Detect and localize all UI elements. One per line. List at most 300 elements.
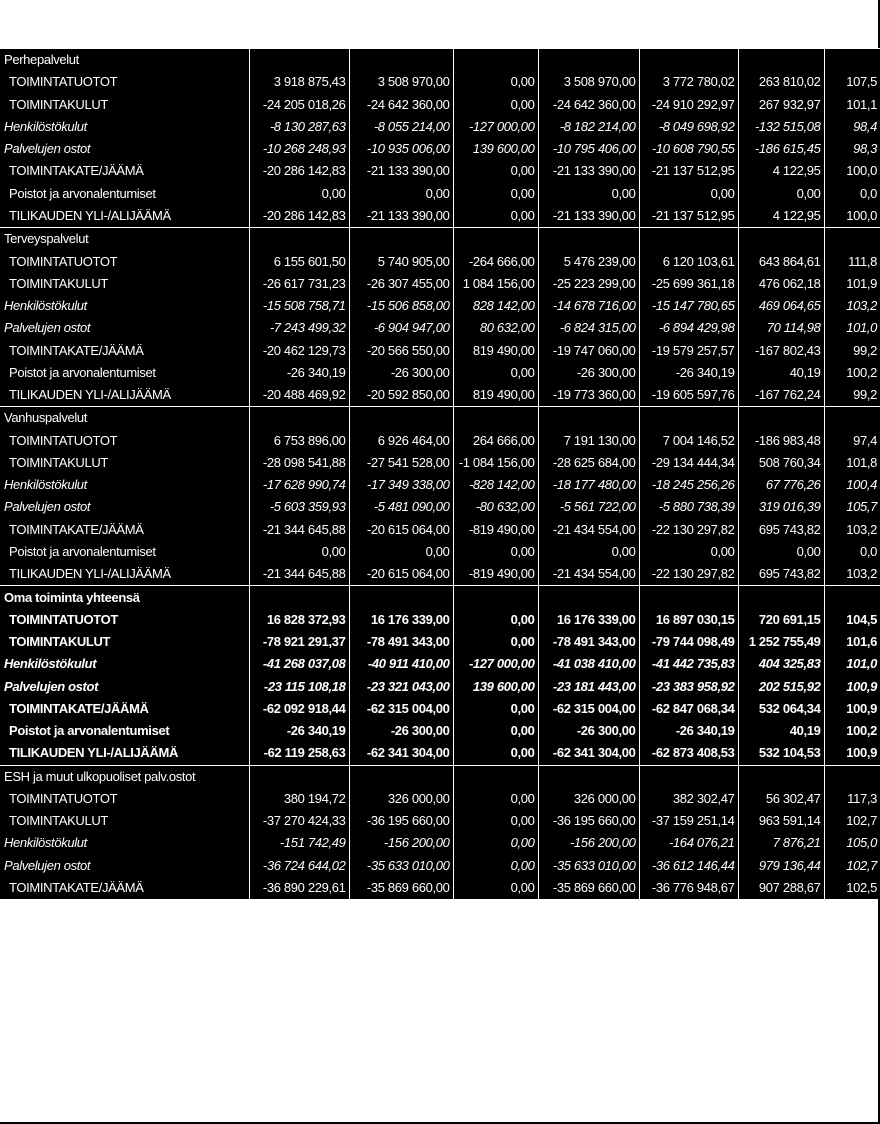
value-cell: -29 134 444,34: [639, 452, 738, 474]
empty-cell: [249, 228, 349, 251]
value-cell: -6 904 947,00: [349, 317, 453, 339]
value-cell: 100,4: [846, 477, 877, 493]
value-cell: -19 773 360,00: [538, 384, 639, 407]
value-cell: -8 130 287,63: [249, 116, 349, 138]
table-row: [0, 653, 880, 675]
value-cell: -18 177 480,00: [538, 474, 639, 496]
value-cell: 16 828 372,93: [249, 609, 349, 631]
row-label: Palvelujen ostot: [0, 317, 249, 339]
value-cell: 101,6: [846, 634, 877, 650]
table-row: [0, 205, 880, 228]
value-cell: -62 315 004,00: [538, 698, 639, 720]
value-cell: 100,2: [846, 364, 877, 380]
value-cell: -24 205 018,26: [249, 94, 349, 116]
value-cell: -21 137 512,95: [639, 160, 738, 182]
value-cell: -25 699 361,18: [639, 273, 738, 295]
value-cell: 101,0: [846, 656, 877, 672]
row-label: TOIMINTATUOTOT: [0, 788, 249, 810]
value-cell: 0,00: [453, 877, 538, 899]
row-label: Henkilöstökulut: [0, 116, 249, 138]
value-cell: 102,7: [846, 857, 877, 873]
value-cell: -41 268 037,08: [249, 653, 349, 675]
empty-cell: [639, 586, 738, 609]
value-cell: 0,00: [738, 183, 824, 205]
empty-cell: [349, 49, 453, 72]
value-cell: 532 104,53: [738, 742, 824, 765]
value-cell: 469 064,65: [738, 295, 824, 317]
empty-cell: [249, 765, 349, 788]
section-header-row: [0, 765, 880, 788]
empty-cell: [249, 407, 349, 430]
section-header-row: [0, 49, 880, 72]
value-cell: -21 344 645,88: [249, 563, 349, 586]
value-cell: -186 983,48: [738, 430, 824, 452]
row-label: TOIMINTAKATE/JÄÄMÄ: [0, 877, 249, 899]
empty-cell: [538, 765, 639, 788]
row-label: Poistot ja arvonalentumiset: [0, 183, 249, 205]
value-cell: -1 084 156,00: [453, 452, 538, 474]
value-cell: -26 340,19: [639, 362, 738, 384]
section-title: ESH ja muut ulkopuoliset palv.ostot: [0, 765, 249, 788]
empty-cell: [639, 228, 738, 251]
value-cell: -21 434 554,00: [538, 563, 639, 586]
value-cell: -26 617 731,23: [249, 273, 349, 295]
value-cell: -5 603 359,93: [249, 496, 349, 518]
value-cell: -79 744 098,49: [639, 631, 738, 653]
value-cell: -24 910 292,97: [639, 94, 738, 116]
table-row: [0, 742, 880, 765]
row-label: TOIMINTATUOTOT: [0, 250, 249, 272]
empty-cell: [249, 586, 349, 609]
value-cell: 4 122,95: [738, 160, 824, 182]
value-cell: 828 142,00: [453, 295, 538, 317]
empty-cell: [538, 407, 639, 430]
value-cell: 16 897 030,15: [639, 609, 738, 631]
value-cell: -164 076,21: [639, 832, 738, 854]
value-cell: -10 795 406,00: [538, 138, 639, 160]
table-row: [0, 563, 880, 586]
value-cell: -36 612 146,44: [639, 855, 738, 877]
value-cell: 5 740 905,00: [349, 250, 453, 272]
value-cell: -21 133 390,00: [349, 160, 453, 182]
row-label: TOIMINTAKATE/JÄÄMÄ: [0, 698, 249, 720]
value-cell: 100,9: [846, 745, 877, 761]
value-cell: 0,00: [538, 183, 639, 205]
value-cell: -62 341 304,00: [538, 742, 639, 765]
value-cell: 0,00: [453, 205, 538, 228]
section-title: Perhepalvelut: [0, 49, 249, 72]
value-cell: 0,00: [453, 788, 538, 810]
row-label: Poistot ja arvonalentumiset: [0, 720, 249, 742]
value-cell: -127 000,00: [453, 116, 538, 138]
value-cell: -26 300,00: [349, 362, 453, 384]
table-row: [0, 541, 880, 563]
value-cell: -36 195 660,00: [349, 810, 453, 832]
value-cell: 0,00: [639, 541, 738, 563]
empty-cell: [453, 228, 538, 251]
value-cell: -23 383 958,92: [639, 675, 738, 697]
value-cell: -37 159 251,14: [639, 810, 738, 832]
value-cell: -186 615,45: [738, 138, 824, 160]
table-section: [0, 586, 880, 765]
value-cell: -25 223 299,00: [538, 273, 639, 295]
table-row: [0, 94, 880, 116]
value-cell: -35 869 660,00: [349, 877, 453, 899]
value-cell: -23 321 043,00: [349, 675, 453, 697]
value-cell: 508 760,34: [738, 452, 824, 474]
value-cell: 476 062,18: [738, 273, 824, 295]
value-cell: 0,0: [859, 185, 877, 201]
value-cell: -36 776 948,67: [639, 877, 738, 899]
value-cell: -5 481 090,00: [349, 496, 453, 518]
value-cell: -24 642 360,00: [538, 94, 639, 116]
table-row: [0, 609, 880, 631]
financial-table: [0, 48, 880, 899]
value-cell: 102,7: [846, 813, 877, 829]
section-title: Terveyspalvelut: [0, 228, 249, 251]
value-cell: -20 566 550,00: [349, 339, 453, 361]
value-cell: 107,5: [846, 74, 877, 90]
value-cell: 100,2: [846, 723, 877, 739]
table-row: [0, 160, 880, 182]
empty-cell: [349, 586, 453, 609]
value-cell: -10 268 248,93: [249, 138, 349, 160]
value-cell: 0,00: [639, 183, 738, 205]
table-row: [0, 698, 880, 720]
value-cell: -828 142,00: [453, 474, 538, 496]
value-cell: 100,9: [846, 700, 877, 716]
value-cell: 404 325,83: [738, 653, 824, 675]
value-cell: 139 600,00: [453, 675, 538, 697]
value-cell: 0,00: [453, 720, 538, 742]
value-cell: -17 628 990,74: [249, 474, 349, 496]
value-cell: -21 344 645,88: [249, 519, 349, 541]
value-cell: -36 724 644,02: [249, 855, 349, 877]
value-cell: 1 084 156,00: [453, 273, 538, 295]
value-cell: -26 340,19: [639, 720, 738, 742]
value-cell: 0,00: [453, 94, 538, 116]
value-cell: 264 666,00: [453, 430, 538, 452]
section-title: Vanhuspalvelut: [0, 407, 249, 430]
value-cell: -26 300,00: [349, 720, 453, 742]
value-cell: -26 340,19: [249, 362, 349, 384]
empty-cell: [639, 49, 738, 72]
table-row: [0, 720, 880, 742]
row-label: Henkilöstökulut: [0, 832, 249, 854]
value-cell: -20 615 064,00: [349, 519, 453, 541]
value-cell: -26 300,00: [538, 362, 639, 384]
value-cell: 267 932,97: [738, 94, 824, 116]
row-label: TILIKAUDEN YLI-/ALIJÄÄMÄ: [0, 205, 249, 228]
value-cell: 907 288,67: [738, 877, 824, 899]
value-cell: 6 926 464,00: [349, 430, 453, 452]
row-label: Palvelujen ostot: [0, 138, 249, 160]
value-cell: -21 133 390,00: [349, 205, 453, 228]
value-cell: -62 873 408,53: [639, 742, 738, 765]
empty-cell: [738, 49, 824, 72]
value-cell: 3 508 970,00: [538, 71, 639, 93]
value-cell: -7 243 499,32: [249, 317, 349, 339]
value-cell: 40,19: [738, 362, 824, 384]
table-row: [0, 362, 880, 384]
row-label: TOIMINTAKULUT: [0, 273, 249, 295]
value-cell: 102,5: [846, 879, 877, 895]
value-cell: -19 605 597,76: [639, 384, 738, 407]
value-cell: -23 115 108,18: [249, 675, 349, 697]
value-cell: -21 133 390,00: [538, 160, 639, 182]
empty-cell: [453, 586, 538, 609]
value-cell: -5 561 722,00: [538, 496, 639, 518]
value-cell: 101,1: [846, 96, 877, 112]
value-cell: -5 880 738,39: [639, 496, 738, 518]
value-cell: -15 508 758,71: [249, 295, 349, 317]
value-cell: 0,00: [249, 183, 349, 205]
value-cell: -35 869 660,00: [538, 877, 639, 899]
empty-cell: [249, 49, 349, 72]
value-cell: -6 824 315,00: [538, 317, 639, 339]
value-cell: -151 742,49: [249, 832, 349, 854]
value-cell: -20 286 142,83: [249, 160, 349, 182]
value-cell: 263 810,02: [738, 71, 824, 93]
table-row: [0, 675, 880, 697]
value-cell: 720 691,15: [738, 609, 824, 631]
table-row: [0, 250, 880, 272]
value-cell: -20 462 129,73: [249, 339, 349, 361]
value-cell: -21 434 554,00: [538, 519, 639, 541]
value-cell: 819 490,00: [453, 384, 538, 407]
value-cell: 16 176 339,00: [349, 609, 453, 631]
value-cell: -36 195 660,00: [538, 810, 639, 832]
value-cell: -20 286 142,83: [249, 205, 349, 228]
empty-cell: [824, 407, 880, 430]
value-cell: 117,3: [847, 790, 877, 806]
value-cell: -78 491 343,00: [538, 631, 639, 653]
value-cell: 111,8: [848, 253, 877, 269]
empty-cell: [824, 765, 880, 788]
value-cell: 819 490,00: [453, 339, 538, 361]
value-cell: 643 864,61: [738, 250, 824, 272]
value-cell: -10 608 790,55: [639, 138, 738, 160]
table-row: [0, 317, 880, 339]
value-cell: -78 491 343,00: [349, 631, 453, 653]
table-row: [0, 430, 880, 452]
value-cell: 0,0: [859, 543, 877, 559]
value-cell: -62 119 258,63: [249, 742, 349, 765]
table-row: [0, 384, 880, 407]
row-label: Henkilöstökulut: [0, 295, 249, 317]
value-cell: 0,00: [453, 698, 538, 720]
empty-cell: [824, 586, 880, 609]
value-cell: 3 508 970,00: [349, 71, 453, 93]
value-cell: 382 302,47: [639, 788, 738, 810]
value-cell: 0,00: [249, 541, 349, 563]
row-label: TILIKAUDEN YLI-/ALIJÄÄMÄ: [0, 742, 249, 765]
table-row: [0, 116, 880, 138]
table-row: [0, 295, 880, 317]
table-row: [0, 496, 880, 518]
value-cell: -62 847 068,34: [639, 698, 738, 720]
table-section: [0, 228, 880, 407]
table-section: [0, 765, 880, 899]
value-cell: 202 515,92: [738, 675, 824, 697]
row-label: Palvelujen ostot: [0, 675, 249, 697]
empty-cell: [824, 228, 880, 251]
empty-cell: [538, 228, 639, 251]
value-cell: 7 191 130,00: [538, 430, 639, 452]
table-row: [0, 474, 880, 496]
value-cell: -27 541 528,00: [349, 452, 453, 474]
section-header-row: [0, 586, 880, 609]
value-cell: 0,00: [453, 183, 538, 205]
value-cell: -264 666,00: [453, 250, 538, 272]
value-cell: -22 130 297,82: [639, 519, 738, 541]
value-cell: -62 092 918,44: [249, 698, 349, 720]
value-cell: -156 200,00: [349, 832, 453, 854]
value-cell: -21 133 390,00: [538, 205, 639, 228]
row-label: Palvelujen ostot: [0, 496, 249, 518]
value-cell: 1 252 755,49: [738, 631, 824, 653]
value-cell: 80 632,00: [453, 317, 538, 339]
value-cell: 0,00: [538, 541, 639, 563]
value-cell: 103,2: [846, 298, 877, 314]
value-cell: -62 341 304,00: [349, 742, 453, 765]
empty-cell: [538, 49, 639, 72]
value-cell: -41 442 735,83: [639, 653, 738, 675]
value-cell: 0,00: [453, 832, 538, 854]
value-cell: -24 642 360,00: [349, 94, 453, 116]
value-cell: 326 000,00: [538, 788, 639, 810]
value-cell: 139 600,00: [453, 138, 538, 160]
value-cell: -8 182 214,00: [538, 116, 639, 138]
value-cell: -15 506 858,00: [349, 295, 453, 317]
row-label: TOIMINTAKULUT: [0, 94, 249, 116]
value-cell: 0,00: [453, 362, 538, 384]
value-cell: 40,19: [738, 720, 824, 742]
value-cell: 101,8: [846, 454, 877, 470]
value-cell: 103,2: [846, 566, 877, 582]
value-cell: -20 592 850,00: [349, 384, 453, 407]
row-label: TOIMINTAKATE/JÄÄMÄ: [0, 160, 249, 182]
empty-cell: [349, 407, 453, 430]
value-cell: 104,5: [846, 611, 877, 627]
value-cell: 695 743,82: [738, 519, 824, 541]
value-cell: 97,4: [853, 432, 877, 448]
value-cell: 56 302,47: [738, 788, 824, 810]
value-cell: 532 064,34: [738, 698, 824, 720]
value-cell: 100,0: [846, 207, 877, 223]
value-cell: -167 802,43: [738, 339, 824, 361]
table-row: [0, 631, 880, 653]
value-cell: -80 632,00: [453, 496, 538, 518]
value-cell: 101,0: [846, 320, 877, 336]
value-cell: 0,00: [453, 631, 538, 653]
empty-cell: [639, 407, 738, 430]
table-row: [0, 832, 880, 854]
value-cell: 6 753 896,00: [249, 430, 349, 452]
empty-cell: [538, 586, 639, 609]
table-row: [0, 71, 880, 93]
value-cell: 7 004 146,52: [639, 430, 738, 452]
value-cell: -20 615 064,00: [349, 563, 453, 586]
value-cell: -62 315 004,00: [349, 698, 453, 720]
value-cell: -17 349 338,00: [349, 474, 453, 496]
row-label: TOIMINTATUOTOT: [0, 71, 249, 93]
empty-cell: [738, 765, 824, 788]
empty-cell: [639, 765, 738, 788]
table-row: [0, 519, 880, 541]
value-cell: -6 894 429,98: [639, 317, 738, 339]
value-cell: 101,9: [846, 275, 877, 291]
value-cell: -127 000,00: [453, 653, 538, 675]
value-cell: 4 122,95: [738, 205, 824, 228]
value-cell: -19 579 257,57: [639, 339, 738, 361]
value-cell: -40 911 410,00: [349, 653, 453, 675]
value-cell: -132 515,08: [738, 116, 824, 138]
value-cell: 0,00: [453, 742, 538, 765]
table-row: [0, 452, 880, 474]
empty-cell: [738, 586, 824, 609]
value-cell: -26 307 455,00: [349, 273, 453, 295]
table-section: [0, 49, 880, 228]
value-cell: 99,2: [853, 387, 877, 403]
table-row: [0, 877, 880, 899]
value-cell: -20 488 469,92: [249, 384, 349, 407]
row-label: TOIMINTAKULUT: [0, 631, 249, 653]
table-row: [0, 810, 880, 832]
value-cell: 3 772 780,02: [639, 71, 738, 93]
value-cell: 0,00: [349, 541, 453, 563]
value-cell: 0,00: [738, 541, 824, 563]
empty-cell: [453, 765, 538, 788]
value-cell: 319 016,39: [738, 496, 824, 518]
row-label: TILIKAUDEN YLI-/ALIJÄÄMÄ: [0, 384, 249, 407]
value-cell: -35 633 010,00: [349, 855, 453, 877]
value-cell: 326 000,00: [349, 788, 453, 810]
table-section: [0, 407, 880, 586]
value-cell: -35 633 010,00: [538, 855, 639, 877]
row-label: Palvelujen ostot: [0, 855, 249, 877]
value-cell: 0,00: [453, 810, 538, 832]
value-cell: 380 194,72: [249, 788, 349, 810]
row-label: TOIMINTATUOTOT: [0, 609, 249, 631]
row-label: TOIMINTATUOTOT: [0, 430, 249, 452]
value-cell: -15 147 780,65: [639, 295, 738, 317]
value-cell: 6 120 103,61: [639, 250, 738, 272]
row-label: Henkilöstökulut: [0, 474, 249, 496]
value-cell: 103,2: [846, 521, 877, 537]
row-label: Henkilöstökulut: [0, 653, 249, 675]
value-cell: 0,00: [453, 541, 538, 563]
table-row: [0, 138, 880, 160]
section-header-row: [0, 228, 880, 251]
value-cell: 6 155 601,50: [249, 250, 349, 272]
value-cell: -156 200,00: [538, 832, 639, 854]
value-cell: -78 921 291,37: [249, 631, 349, 653]
row-label: TOIMINTAKULUT: [0, 452, 249, 474]
empty-cell: [453, 407, 538, 430]
value-cell: -26 300,00: [538, 720, 639, 742]
table-row: [0, 183, 880, 205]
value-cell: -36 890 229,61: [249, 877, 349, 899]
value-cell: 0,00: [453, 855, 538, 877]
section-header-row: [0, 407, 880, 430]
table-row: [0, 339, 880, 361]
value-cell: 0,00: [453, 609, 538, 631]
row-label: TOIMINTAKATE/JÄÄMÄ: [0, 519, 249, 541]
value-cell: -22 130 297,82: [639, 563, 738, 586]
value-cell: -10 935 006,00: [349, 138, 453, 160]
value-cell: -21 137 512,95: [639, 205, 738, 228]
